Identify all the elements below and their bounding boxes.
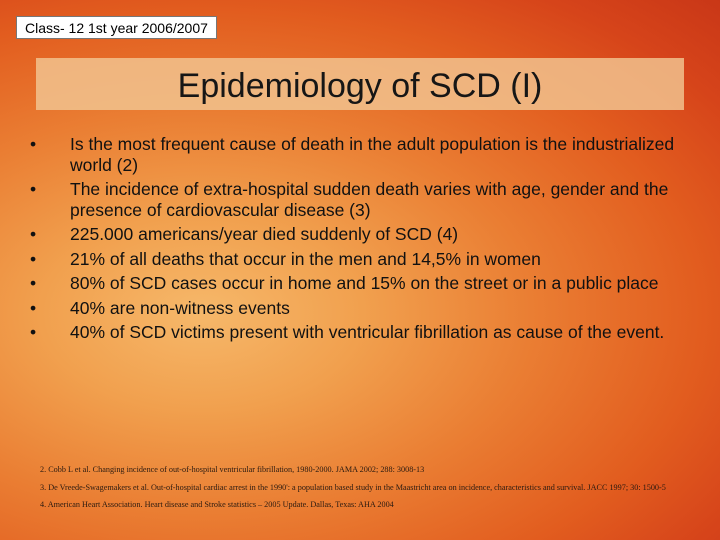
bullet-dot-icon: • — [30, 134, 37, 154]
bullet-text: 40% are non-witness events — [70, 297, 290, 318]
bullet-item — [30, 298, 690, 319]
bullet-dot-icon: • — [30, 248, 37, 269]
bullet-dot-icon: • — [30, 322, 37, 342]
bullet-item — [30, 134, 690, 175]
bullet-item — [30, 224, 690, 245]
class-label: Class- 12 1st year 2006/2007 — [16, 16, 217, 39]
bullet-dot-icon: • — [30, 297, 37, 318]
references — [40, 465, 680, 518]
reference-item: 4. American Heart Association. Heart disease and Stroke statistics – 2005 Update. Dallas, Texas: AHA 2004 — [40, 500, 394, 509]
bullet-text: 40% of SCD victims present with ventricular fibrillation as cause of the event. — [70, 322, 665, 342]
bullet-text: Is the most frequent cause of death in the adult population is the industrialized world (2) — [70, 134, 675, 175]
bullet-text: 21% of all deaths that occur in the men and 14,5% in women — [70, 248, 541, 269]
slide-title: Epidemiology of SCD (I) — [177, 66, 543, 105]
bullet-text: 80% of SCD cases occur in home and 15% on the street or in a public place — [70, 273, 659, 293]
bullet-text: 225.000 americans/year died suddenly of SCD (4) — [70, 224, 459, 244]
title-band — [36, 58, 684, 110]
bullet-dot-icon: • — [30, 273, 37, 293]
bullet-dot-icon: • — [30, 179, 37, 199]
bullet-item — [30, 322, 690, 343]
bullet-text: The incidence of extra-hospital sudden death varies with age, gender and the presence of cardiovascular disease (3) — [70, 179, 669, 220]
bullet-list — [30, 134, 690, 347]
bullet-item — [30, 273, 690, 294]
bullet-item — [30, 179, 690, 220]
reference-item: 2. Cobb L et al. Changing incidence of out-of-hospital ventricular fibrillation, 1980-2000. JAMA 2002; 288: 3008-13 — [40, 465, 425, 474]
bullet-item — [30, 249, 690, 270]
bullet-dot-icon: • — [30, 224, 37, 244]
reference-item: 3. De Vreede-Swagemakers et al. Out-of-hospital cardiac arrest in the 1990': a population based study in the Maastricht area on incidence, characteristics and survival. JACC 1997; 30: 1500-5 — [40, 482, 666, 492]
